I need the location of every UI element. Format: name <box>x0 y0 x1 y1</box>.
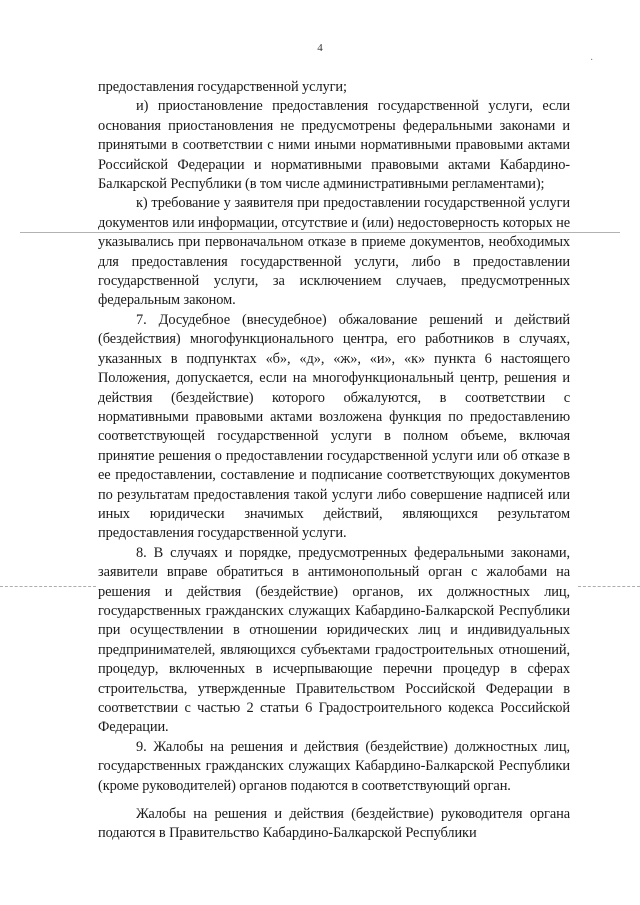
page-number: 4 <box>317 42 323 54</box>
document-body <box>98 78 570 844</box>
paragraph: 7. Досудебное (внесудебное) обжалование решений и действий (бездействия) многофункционального центра, его работников в случаях, указанных в подпунктах «б», «д», «ж», «и», «к» пункта 6 настоящего Положения, допускается, если на многофункциональный центр, решения и действия (бездействие) которого обжалуются, в соответствии с нормативными правовыми актами возложена функция по предоставлению соответствующей государственной услуги в полном объеме, включая принятие решения о предоставлении государственной услуги или об отказе в ее предоставлении, составление и подписание соответствующих документов по результатам предоставления такой услуги либо совершение надписей или иных юридически значимых действий, являющихся результатом предоставления государственной услуги. <box>98 311 570 542</box>
paragraph: 8. В случаях и порядке, предусмотренных федеральными законами, заявители вправе обратиться в антимонопольный орган с жалобами на решения и действия (бездействие) органов, их должностных лиц, государственных гражданских служащих Кабардино-Балкарской Республики при осуществлении в отношении юридических лиц и индивидуальных предпринимателей, являющихся субъектами градостроительных отношений, процедур, включенных в исчерпывающие перечни процедур в сферах строительства, утвержденные Правительством Российской Федерации в соответствии с частью 2 статьи 6 Градостроительного кодекса Российской Федерации. <box>98 544 570 736</box>
paragraph: и) приостановление предоставления государственной услуги, если основания приостановления не предусмотрены федеральными законами и принятыми в соответствии с ними иными нормативными правовыми актами Российской Федерации и нормативными правовыми актами Кабардино-Балкарской Республики (в том числе административными регламентами); <box>98 98 570 193</box>
paragraph: предоставления государственной услуги; <box>98 79 347 95</box>
paragraph: к) требование у заявителя при предоставлении государственной услуги документов или информации, отсутствие и (или) недостоверность которых не указывались при первоначальном отказе в приеме документов, необходимых для предоставления государственной услуги, либо в предоставлении государственной услуги, за исключением случаев, предусмотренных федеральным законом. <box>98 195 570 309</box>
paragraph: 9. Жалобы на решения и действия (бездействие) должностных лиц, государственных гражданских служащих Кабардино-Балкарской Республики (кроме руководителей) органов подаются в соответствующий орган. <box>98 738 570 794</box>
paragraph: Жалобы на решения и действия (бездействие) руководителя органа подаются в Правительство Кабардино-Балкарской Республики <box>98 806 570 842</box>
scan-artifact-mark: · <box>590 55 594 66</box>
scan-artifact-line <box>0 586 96 587</box>
scan-artifact-line <box>578 586 640 587</box>
